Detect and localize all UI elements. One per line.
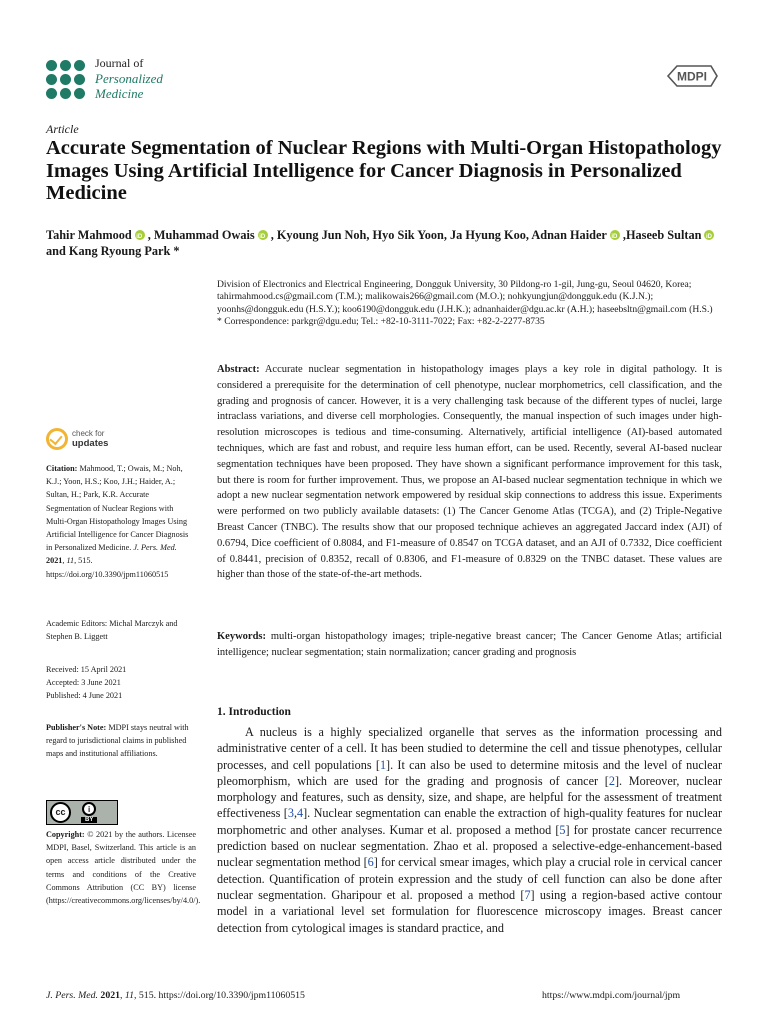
- footer-doi[interactable]: , 515. https://doi.org/10.3390/jpm11060515: [134, 990, 305, 1001]
- intro-text: ] for prostate cancer recurrence prediction based on nuclear segmentation. Zhao et al. proposed a selective-edge-enhancement-based nuclear segmentation method [: [217, 822, 722, 870]
- article-type: Article: [46, 122, 79, 136]
- author-separator: and: [46, 244, 69, 258]
- author-separator: ,: [443, 228, 451, 242]
- intro-text: ]. Moreover, nuclear morphology and features, such as density, size, and shape, are helpful for the assessment of treatment effectiveness [: [217, 773, 722, 821]
- updates-label: updates: [72, 438, 109, 449]
- intro-text: ,: [293, 806, 298, 821]
- publishers-note-label: Publisher's Note:: [46, 723, 107, 732]
- publishers-note-text: MDPI stays neutral with regard to jurisdictional claims in published maps and institutional affiliations.: [46, 723, 189, 759]
- article-title: Accurate Segmentation of Nuclear Regions with Multi-Organ Histopathology Images Using Artificial Intelligence for Cancer Diagnosis in Personalized Medicine: [46, 137, 722, 204]
- author-name[interactable]: Muhammad Owais: [153, 228, 255, 242]
- citation-volume: 11: [66, 556, 75, 566]
- footer-year: 2021: [100, 990, 121, 1001]
- copyright-label: Copyright:: [46, 830, 85, 839]
- author-name[interactable]: Haseeb Sultan: [625, 228, 702, 242]
- published-date: Published: 4 June 2021: [46, 691, 123, 701]
- journal-logo[interactable]: [46, 56, 163, 101]
- creative-commons-icon: cc: [50, 802, 71, 823]
- citation-block: Citation: Mahmood, T.; Owais, M.; Noh, K.J.; Yoon, H.S.; Koo, J.H.; Haider, A.; Sultan, H.; Park, K.R. Accurate Segmentation of Nuclear Regions with Multi-Organ Histopathology Images Using Artificial Intelligence for Cancer Diagnosis in Personalized Medicine. J. Pers. Med. 2021, 11, 515. https://doi.org/10.3390/jpm11060515: [46, 464, 189, 579]
- orcid-icon[interactable]: [610, 230, 620, 240]
- footer-citation: J. Pers. Med. 2021, 11, 515. https://doi.org/10.3390/jpm11060515: [46, 990, 305, 1001]
- intro-text: ] for cervical smear images, which play a crucial role in cervical cancer detection. Quantification of protein expression and the study of cell function can also be done after nuclear segmentation. Gharipour et al. proposed a method [: [217, 855, 723, 902]
- article-dates: [46, 663, 196, 703]
- reference-link[interactable]: 3: [287, 806, 294, 821]
- cc-by-label: BY: [81, 817, 97, 823]
- received-date: Received: 15 April 2021: [46, 665, 127, 674]
- reference-link[interactable]: 5: [559, 822, 566, 837]
- reference-link[interactable]: 1: [379, 757, 387, 772]
- introduction-paragraph: [217, 724, 722, 936]
- check-updates-icon: [46, 428, 68, 450]
- reference-link[interactable]: 7: [524, 887, 531, 902]
- reference-link[interactable]: 2: [608, 773, 615, 788]
- check-for-updates-badge[interactable]: [46, 428, 108, 450]
- mdpi-logo[interactable]: [664, 63, 720, 89]
- citation-authors: Mahmood, T.; Owais, M.; Noh, K.J.; Yoon, H.S.; Koo, J.H.; Haider, A.; Sultan, H.; Park, K.R. Accurate Segmentation of Nuclear Regions with Multi-Organ Histopathology Images Using Artificial Intelligence for Cancer Diagnosis in Personalized Medicine.: [46, 464, 189, 553]
- affiliation-block: [217, 279, 727, 329]
- journal-name-line-2: Medicine: [95, 86, 144, 101]
- citation-pages: , 515.: [74, 556, 93, 566]
- author-separator: ,: [270, 228, 277, 242]
- correspondence: * Correspondence: parkgr@dgu.edu; Tel.: +82-10-3111-7022; Fax: +82-2-2277-8735: [217, 316, 545, 328]
- author-separator: ,: [622, 228, 626, 242]
- footer-journal-url[interactable]: https://www.mdpi.com/journal/jpm: [542, 990, 681, 1001]
- affiliation: Division of Electronics and Electrical Engineering, Dongguk University, 30 Pildong-ro 1-gil, Jung-gu, Seoul 04620, Korea; tahirmahmood.cs@gmail.com (T.M.); malikowais266@gmail.com (M.O.); nohkyungjun@dongguk.edu (K.J.N.); yoonhs@dongguk.edu (H.S.Y.); koo6190@dongguk.edu (J.H.K.); adnanhaider@dgu.ac.kr (A.H.); haseebsltn@gmail.com (H.S.): [217, 279, 713, 315]
- check-for-label: check for: [72, 429, 105, 438]
- academic-editors: Academic Editors: Michal Marczyk and Stephen B. Liggett: [46, 619, 178, 642]
- orcid-icon[interactable]: [704, 230, 714, 240]
- copyright-text: © 2021 by the authors. Licensee MDPI, Basel, Switzerland. This article is an open access article distributed under the terms and conditions of the Creative Commons Attribution (CC BY) license (https://creativecommons.org/licenses/by/4.0/).: [46, 830, 201, 906]
- mdpi-logo-text: MDPI: [677, 69, 707, 84]
- author-name[interactable]: Adnan Haider: [531, 228, 607, 242]
- author-separator: ,: [366, 228, 373, 242]
- attribution-icon: i: [82, 802, 96, 816]
- reference-link[interactable]: 6: [367, 855, 374, 870]
- author-name[interactable]: Tahir Mahmood: [46, 228, 132, 242]
- citation-label: Citation:: [46, 464, 78, 473]
- author-separator: ,: [525, 228, 532, 242]
- footer-journal: J. Pers. Med.: [46, 990, 98, 1001]
- publishers-note: [46, 721, 196, 761]
- cc-by-license-badge[interactable]: [46, 800, 118, 825]
- keywords-label: Keywords:: [217, 631, 266, 642]
- keywords-text: multi-organ histopathology images; triple-negative breast cancer; The Cancer Genome Atlas; artificial intelligence; nuclear segmentation; stain normalization; cancer grading and prognosis: [217, 631, 722, 658]
- keywords: [217, 629, 722, 661]
- intro-text: A nucleus is a highly specialized organelle that serves as the information processing and administrative center of a cell. It has been studied to determine the cell and tissue phenotypes, cellular processes, and cell populations [: [217, 725, 722, 772]
- abstract: [217, 362, 722, 583]
- journal-of-label: Journal of: [95, 56, 144, 70]
- intro-text: ]. It can also be used to determine mitosis and the level of nuclear pleomorphism, which are used for the grading and prognosis of cancer [: [217, 757, 723, 788]
- journal-logo-icon: [46, 60, 85, 99]
- author-name[interactable]: Hyo Sik Yoon: [372, 228, 444, 242]
- reference-link[interactable]: 4: [297, 806, 304, 821]
- section-heading-introduction: 1. Introduction: [217, 706, 291, 718]
- citation-doi-link[interactable]: https://doi.org/10.3390/jpm11060515: [46, 569, 169, 579]
- orcid-icon[interactable]: [135, 230, 145, 240]
- footer-volume: 11: [124, 990, 134, 1001]
- citation-year: 2021: [46, 556, 63, 566]
- copyright-notice: [46, 828, 201, 907]
- author-list: [46, 227, 726, 259]
- accepted-date: Accepted: 3 June 2021: [46, 678, 121, 688]
- intro-text: ]. Nuclear segmentation can enable the extraction of high-quality features for nuclear morphometric and other analyses. Kumar et al. proposed a method [: [217, 806, 723, 837]
- author-separator: ,: [147, 228, 154, 242]
- intro-text: ] using a region-based active contour model in a variational level set formulation for fluorescence microscopy images. Breast cancer detection from cytological images is standard practice, and: [217, 887, 722, 935]
- author-name[interactable]: Kang Ryoung Park *: [68, 244, 180, 258]
- citation-journal: J. Pers. Med.: [133, 543, 177, 553]
- abstract-label: Abstract:: [217, 364, 260, 375]
- orcid-icon[interactable]: [258, 230, 268, 240]
- abstract-text: Accurate nuclear segmentation in histopathology images plays a key role in digital pathology. It is considered a prerequisite for the determination of cell phenotype, nuclear morphometrics, cell classification, and the grading and prognosis of cancer. However, it is a very challenging task because of the different types of nuclei, large intraclass variations, and diverse cell morphologies. Consequently, the manual inspection of such images under high-resolution microscopes is tedious and time-consuming. Alternatively, artificial intelligence (AI)-based automated techniques, which are fast and robust, and require less human effort, can be used. Recently, several AI-based nuclear segmentation techniques have been proposed. They have shown a significant performance improvement for this task, but there is room for further improvement. Thus, we propose an AI-based nuclear segmentation technique in which we adopt a new nuclear segmentation network empowered by residual skip connections to address this issue. Experiments were performed on two publicly available datasets: (1) The Cancer Genome Atlas (TCGA), and (2) Triple-Negative Breast Cancer (TNBC). The results show that our proposed technique achieves an aggregated Jaccard index (AJI) of 0.6794, Dice coefficient of 0.8084, and F1-measure of 0.8547 on TCGA dataset, and an AJI of 0.7332, Dice coefficient of 0.8441, precision of 0.8352, recall of 0.8306, and F1-measure of 0.8329 on the TNBC dataset. These values are higher than those of the state-of-the-art methods.: [217, 364, 723, 581]
- author-name[interactable]: Ja Hyung Koo: [450, 228, 526, 242]
- journal-name-line-1: Personalized: [95, 71, 163, 86]
- author-name[interactable]: Kyoung Jun Noh: [276, 228, 367, 242]
